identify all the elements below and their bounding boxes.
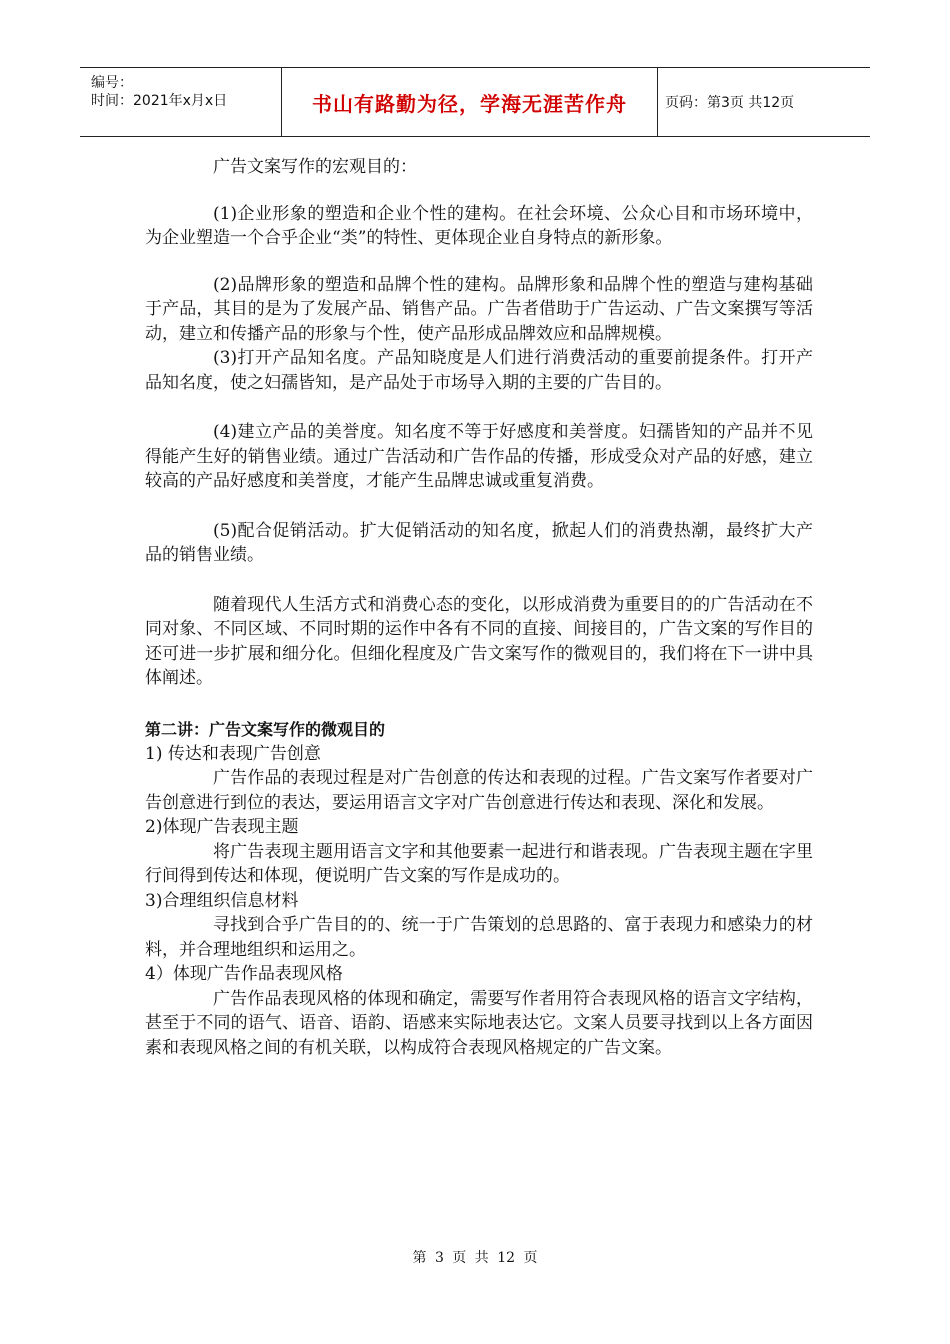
subsection-3-title: 3)合理组织信息材料 bbox=[145, 890, 299, 911]
time-label: 时间：2021年x月x日 bbox=[91, 93, 228, 109]
header-page-cell bbox=[658, 68, 870, 136]
item-3-paragraph: (3)打开产品知名度。产品知晓度是人们进行消费活动的重要前提条件。打开产品知名度，使之妇孺皆知，是产品处于市场导入期的主要的广告目的。 bbox=[145, 348, 813, 393]
subsection-3-text: 寻找到合乎广告目的的、统一于广告策划的总思路的、富于表现力和感染力的材料，并合理地组织和运用之。 bbox=[145, 915, 813, 960]
subsection-4-text: 广告作品表现风格的体现和确定，需要写作者用符合表现风格的语言文字结构，甚至于不同的语气、语音、语韵、语感来实际地表达它。文案人员要寻找到以上各方面因素和表现风格之间的有机关联，以构成符合表现风格规定的广告文案。 bbox=[145, 988, 813, 1058]
header-motto-cell bbox=[282, 68, 658, 136]
page-footer: 第 3 页 共 12 页 bbox=[412, 1250, 538, 1266]
document-body bbox=[145, 155, 813, 1060]
item-1-paragraph: (1)企业形象的塑造和企业个性的建构。在社会环境、公众心目和市场环境中，为企业塑造一个合乎企业“类”的特性、更体现企业自身特点的新形象。 bbox=[145, 203, 813, 248]
summary-paragraph: 随着现代人生活方式和消费心态的变化，以形成消费为重要目的的广告活动在不同对象、不同区域、不同时期的运作中各有不同的直接、间接目的，广告文案的写作目的还可进一步扩展和细分化。但细化程度及广告文案写作的微观目的，我们将在下一讲中具体阐述。 bbox=[145, 594, 813, 688]
item-5-paragraph: (5)配合促销活动。扩大促销活动的知名度，掀起人们的消费热潮，最终扩大产品的销售业绩。 bbox=[145, 520, 813, 565]
subsection-2-title: 2)体现广告表现主题 bbox=[145, 817, 299, 837]
item-2-paragraph: (2)品牌形象的塑造和品牌个性的建构。品牌形象和品牌个性的塑造与建构基础于产品，其目的是为了发展产品、销售产品。广告者借助于广告运动、广告文案撰写等活动，建立和传播产品的形象与个性，使产品形成品牌效应和品牌规模。 bbox=[145, 274, 813, 344]
page-info: 页码：第3页 共12页 bbox=[665, 95, 795, 111]
subsection-4-title: 4）体现广告作品表现风格 bbox=[145, 964, 343, 984]
header-meta-cell bbox=[80, 68, 282, 136]
subsection-1-title: 1) 传达和表现广告创意 bbox=[145, 743, 321, 764]
subsection-2-text: 将广告表现主题用语言文字和其他要素一起进行和谐表现。广告表现主题在字里行间得到传达和体现，便说明广告文案的写作是成功的。 bbox=[145, 841, 813, 886]
item-4-paragraph: (4)建立产品的美誉度。知名度不等于好感度和美誉度。妇孺皆知的产品并不见得能产生好的销售业绩。通过广告活动和广告作品的传播，形成受众对产品的好感，建立较高的产品好感度和美誉度，才能产生品牌忠诚或重复消费。 bbox=[145, 422, 813, 491]
number-label: 编号： bbox=[91, 75, 133, 91]
motto-text: 书山有路勤为径，学海无涯苦作舟 bbox=[312, 91, 627, 116]
subsection-1-text: 广告作品的表现过程是对广告创意的传达和表现的过程。广告文案写作者要对广告创意进行到位的表达，要运用语言文字对广告创意进行传达和表现、深化和发展。 bbox=[145, 768, 813, 813]
intro-paragraph: 广告文案写作的宏观目的： bbox=[213, 157, 417, 177]
section-heading: 第二讲：广告文案写作的微观目的 bbox=[145, 719, 386, 739]
header-table bbox=[80, 67, 870, 137]
